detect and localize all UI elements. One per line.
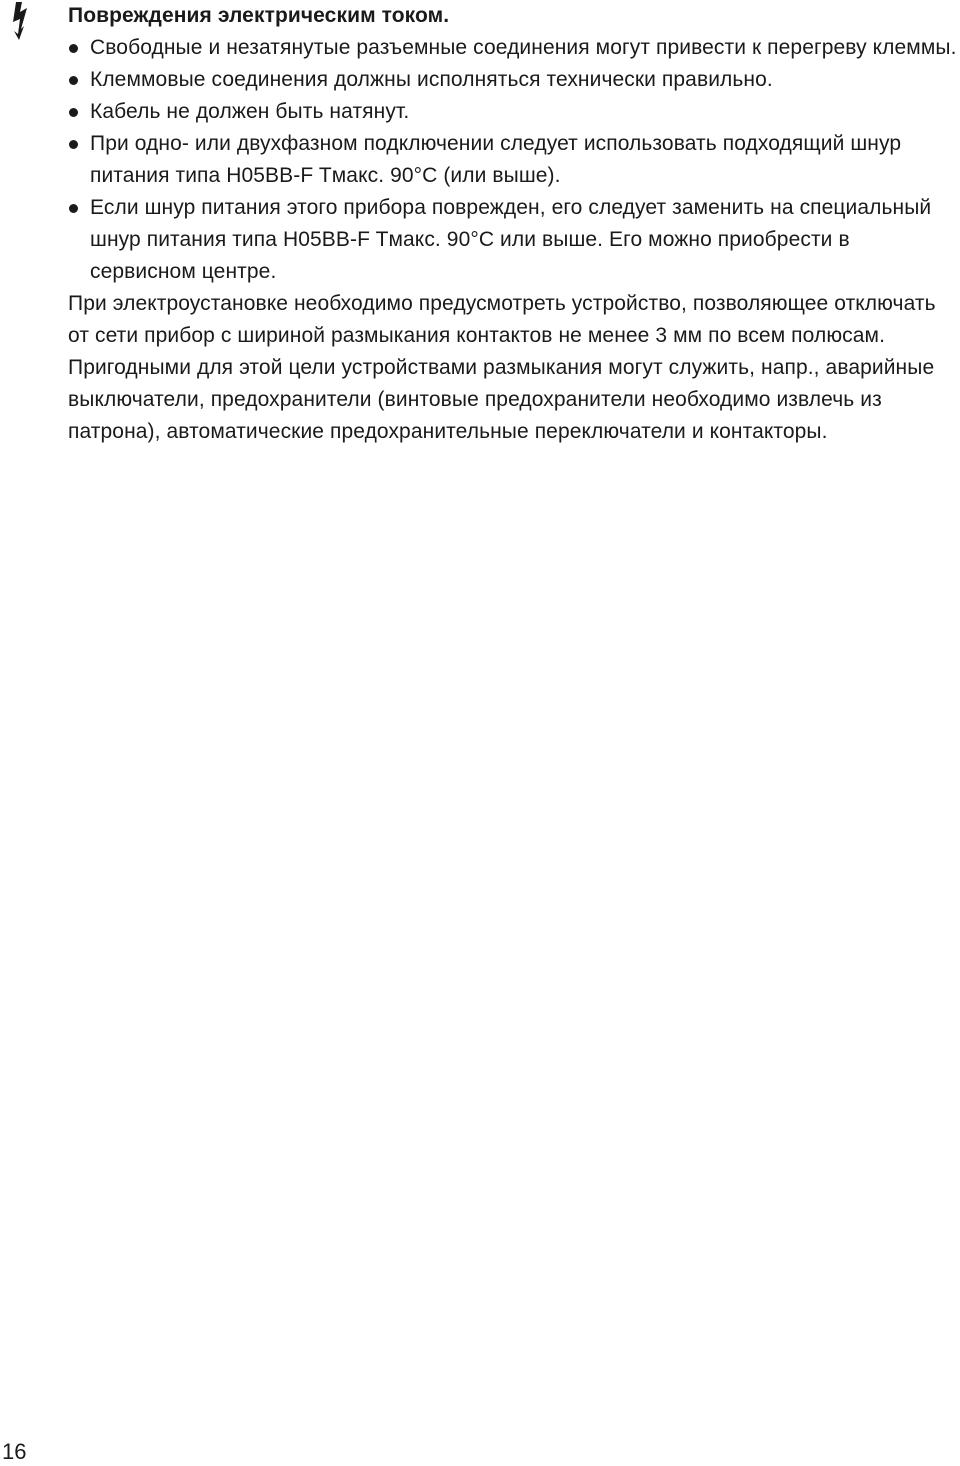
lightning-warning-icon: [10, 2, 30, 40]
list-item: [68, 192, 960, 288]
safety-section: [68, 0, 960, 448]
page-number: 16: [2, 1439, 27, 1464]
list-item: [68, 128, 960, 192]
paragraph-suitable-devices: Пригодными для этой цели устройствами размыкания могут служить, напр., аварийные выключатели, предохранители (винтовые предохранители необходимо извлечь из патрона), автоматические предохранительные переключатели и контакторы.: [68, 356, 935, 443]
bullet-list: [68, 32, 960, 288]
section-heading: Повреждения электрическим током.: [68, 4, 450, 27]
list-item-text: Кабель не должен быть натянут.: [90, 100, 410, 123]
list-item: [68, 64, 960, 96]
list-item-text: При одно- или двухфазном подключении следует использовать подходящий шнур питания типа H05BB-F Tмакс. 90°C (или выше).: [90, 132, 902, 187]
bullet-dot: [69, 204, 78, 213]
list-item: [68, 32, 960, 64]
bullet-dot: [69, 44, 78, 53]
list-item: [68, 96, 960, 128]
bullet-dot: [69, 108, 78, 117]
list-item-text: Если шнур питания этого прибора поврежден, его следует заменить на специальный шнур питания типа H05BB-F Tмакс. 90°C или выше. Его можно приобрести в сервисном центре.: [90, 196, 932, 283]
list-item-text: Свободные и незатянутые разъемные соединения могут привести к перегреву клеммы.: [90, 36, 957, 59]
paragraph-disconnect-device: При электроустановке необходимо предусмотреть устройство, позволяющее отключать от сети прибор с шириной размыкания контактов не менее 3 мм по всем полюсам.: [68, 292, 936, 347]
bullet-dot: [69, 140, 78, 149]
list-item-text: Клеммовые соединения должны исполняться технически правильно.: [90, 68, 773, 91]
bullet-dot: [69, 76, 78, 85]
